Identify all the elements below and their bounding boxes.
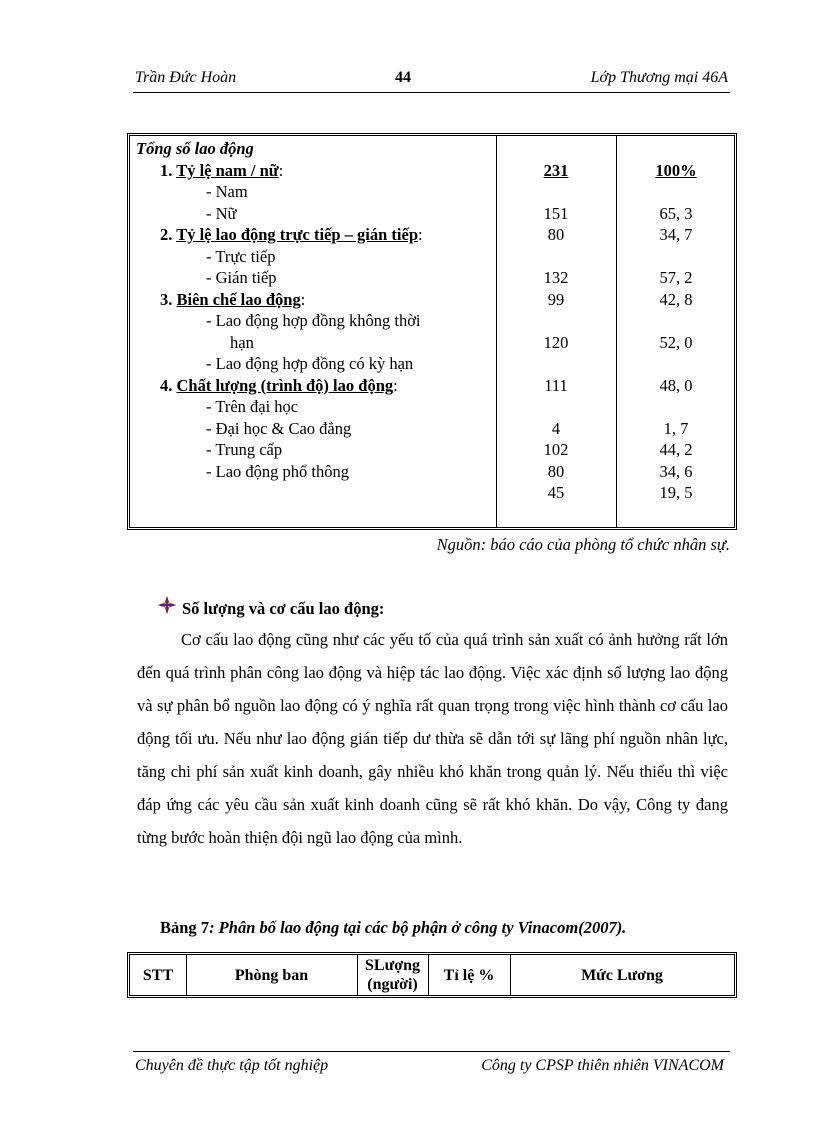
table-row xyxy=(130,439,734,461)
department-table-header xyxy=(127,952,737,998)
header-stt: STT xyxy=(142,966,174,984)
table-row xyxy=(130,482,734,504)
body-paragraph: Cơ cấu lao động cũng như các yếu tố của quá trình sản xuất có ảnh hưởng rất lớn đến quá trình phân công lao động và hiệp tác lao động. Việc xác định số lượng lao động và sự phân bổ nguồn lao động có ý nghĩa rất quan trọng trong việc hình thành cơ cấu lao động tối ưu. Nếu như lao động gián tiếp dư thừa sẽ dẫn tới sự lãng phí nguồn nhân lực, tăng chi phí sản xuất kinh doanh, gây nhiều khó khăn trong quản lý. Nếu thiếu thì việc đáp ứng các yêu cầu sản xuất kinh doanh cũng sẽ rất khó khăn. Do vậy, Công ty đang từng bước hoàn thiện đội ngũ lao động của mình. xyxy=(137,630,728,847)
caption-text: : Phân bố lao động tại các bộ phận ở công ty Vinacom(2007). xyxy=(209,918,627,937)
row-count: 4 xyxy=(551,418,561,438)
pin-bullet-icon xyxy=(158,596,176,619)
table-source-note: Nguồn: báo cáo của phòng tổ chức nhân sự. xyxy=(436,535,730,554)
row-percent: 19, 5 xyxy=(659,483,693,502)
table-row xyxy=(130,332,734,354)
row-count: 120 xyxy=(543,332,569,352)
row-percent: 42, 8 xyxy=(659,289,693,309)
page-header xyxy=(133,66,730,93)
table-row xyxy=(130,461,734,483)
row-percent: 100% xyxy=(655,160,697,180)
table-title-row xyxy=(130,138,734,160)
row-label: - Trên đại học xyxy=(206,397,299,416)
row-count: 45 xyxy=(547,483,565,502)
footer-title: Chuyên đề thực tập tốt nghiệp xyxy=(135,1057,329,1074)
footer-company: Công ty CPSP thiên nhiên VINACOM xyxy=(481,1057,724,1074)
row-percent: 52, 0 xyxy=(659,332,693,352)
table-row xyxy=(130,353,734,375)
row-label: - Trung cấp xyxy=(206,440,283,459)
table-caption xyxy=(160,918,626,938)
table-row xyxy=(130,396,734,418)
table-row xyxy=(130,418,734,440)
row-percent: 44, 2 xyxy=(659,440,693,459)
row-label: - Lao động phổ thông xyxy=(206,461,349,481)
row-label: 2. Tỷ lệ lao động trực tiếp – gián tiếp: xyxy=(160,225,423,244)
row-percent: 65, 3 xyxy=(659,203,693,223)
page-footer xyxy=(133,1051,730,1080)
caption-prefix: Bảng 7 xyxy=(160,918,210,937)
header-author: Trần Đức Hoàn xyxy=(135,69,237,86)
row-count: 111 xyxy=(544,375,568,395)
row-label: - Nữ xyxy=(206,203,237,223)
table-row xyxy=(130,289,734,311)
table-row xyxy=(130,181,734,203)
table-row xyxy=(130,246,734,268)
table-row xyxy=(130,224,734,246)
header-quantity: SLượng (người) xyxy=(365,957,420,993)
table-row xyxy=(130,375,734,397)
header-ratio: Tỉ lệ % xyxy=(443,966,495,984)
row-count: 80 xyxy=(547,225,565,244)
row-label: - Lao động hợp đồng có kỳ hạn xyxy=(206,354,414,373)
row-count: 151 xyxy=(543,203,569,223)
row-percent: 57, 2 xyxy=(659,268,693,287)
row-label: 1. Tỷ lệ nam / nữ: xyxy=(160,160,284,180)
row-count: 102 xyxy=(543,440,569,459)
row-label: - Gián tiếp xyxy=(206,268,277,287)
row-count: 231 xyxy=(543,160,569,180)
row-label: - Đại học & Cao đẳng xyxy=(206,418,352,438)
row-label: hạn xyxy=(230,332,254,352)
labor-summary-table xyxy=(127,133,737,530)
header-class: Lớp Thương mại 46A xyxy=(590,69,728,86)
header-department: Phòng ban xyxy=(234,966,309,984)
section-heading-text: Số lượng và cơ cấu lao động: xyxy=(182,599,385,618)
row-percent: 34, 6 xyxy=(659,461,693,481)
page-number: 44 xyxy=(395,69,411,86)
row-count: 80 xyxy=(547,461,565,481)
section-heading xyxy=(158,596,384,619)
table-title: Tổng số lao động xyxy=(136,139,254,158)
row-label: 3. Biên chế lao động: xyxy=(160,289,306,309)
row-label: - Lao động hợp đồng không thời xyxy=(206,311,421,330)
row-percent: 1, 7 xyxy=(663,418,689,438)
table-row xyxy=(130,160,734,182)
header-salary: Mức Lương xyxy=(581,966,663,984)
row-count: 132 xyxy=(543,268,569,287)
table-row xyxy=(130,203,734,225)
row-percent: 48, 0 xyxy=(659,375,693,395)
row-label: - Nam xyxy=(206,182,248,201)
row-label: - Trực tiếp xyxy=(206,246,276,266)
row-count: 99 xyxy=(547,289,565,309)
table-row xyxy=(130,267,734,289)
table-row xyxy=(130,310,734,332)
row-percent: 34, 7 xyxy=(659,225,693,244)
row-label: 4. Chất lượng (trình độ) lao động: xyxy=(160,375,398,395)
